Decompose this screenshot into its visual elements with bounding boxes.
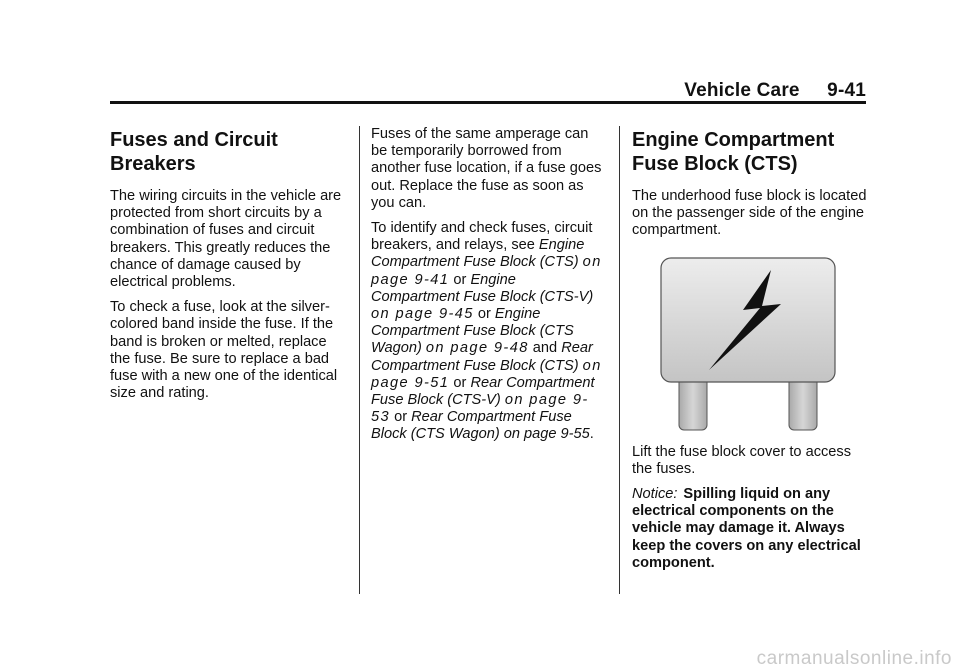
column-left [110, 126, 348, 410]
paragraph: Fuses of the same amperage can be temporarily borrowed from another fuse location, if a fuse goes out. Replace the fuse as soon as you can. [371, 126, 602, 211]
notice-paragraph [632, 486, 868, 572]
paragraph-intro: To identify and check fuses, circuit breakers, and relays, see [371, 220, 593, 254]
section-title: Vehicle Care [684, 80, 800, 101]
paragraph: The underhood fuse block is located on the passenger side of the engine compartment. [632, 188, 867, 239]
column-divider [359, 126, 360, 594]
heading-fuses-and-circuit-breakers: Fuses and Circuit Breakers [110, 129, 278, 175]
xref-link[interactable]: Rear Compartment Fuse Block (CTS Wagon) on page 9-55 [371, 409, 590, 443]
paragraph: The wiring circuits in the vehicle are protected from short circuits by a combination of fuses and circuit breakers. This greatly reduces the chance of damage caused by electrical problems. [110, 188, 342, 291]
page-header [684, 80, 866, 102]
fuse-lightning-icon [659, 256, 839, 432]
cross-reference-paragraph: To identify and check fuses, circuit breakers, and relays, see Engine Compartment Fuse Block (CTS) on page 9-41 or Engine Compartment Fuse Block (CTS-V) on page 9-45 or Engine Compartment Fuse Block (CTS Wagon) on page 9-48 and Rear Compartment Fuse Block (CTS) on page 9-51 or Rear Compartment Fuse Block (CTS-V) on page 9-53 or Rear Compartment Fuse Block (CTS Wagon) on page 9-55. [371, 220, 602, 443]
xref-link[interactable]: Engine Compartment Fuse Block (CTS Wagon) on page 9-48 [371, 306, 574, 357]
xref-link[interactable]: Engine Compartment Fuse Block (CTS) on page 9-41 [371, 237, 602, 288]
page-number: 9-41 [827, 80, 866, 101]
column-divider [619, 126, 620, 594]
notice-text: Spilling liquid on any electrical components on the vehicle may damage it. Always keep the covers on any electrical component. [632, 486, 861, 571]
header-rule [110, 101, 866, 104]
column-right [632, 126, 868, 580]
watermark: carmanualsonline.info [756, 648, 952, 669]
paragraph: To check a fuse, look at the silver-colored band inside the fuse. If the band is broken or melted, replace the fuse. Be sure to replace a bad fuse with a new one of the identical size and rating. [110, 299, 338, 402]
heading-engine-compartment-fuse-block: Engine Compartment Fuse Block (CTS) [632, 129, 835, 175]
notice-label: Notice: [632, 486, 678, 503]
xref-link[interactable]: Rear Compartment Fuse Block (CTS) on page 9-51 [371, 340, 602, 391]
xref-link[interactable]: Engine Compartment Fuse Block (CTS-V) on page 9-45 [371, 271, 594, 323]
paragraph: Lift the fuse block cover to access the fuses. [632, 443, 852, 477]
column-middle [371, 126, 607, 452]
xref-link[interactable]: Rear Compartment Fuse Block (CTS-V) on page 9-53 [371, 374, 595, 426]
fuse-illustration [659, 256, 839, 432]
